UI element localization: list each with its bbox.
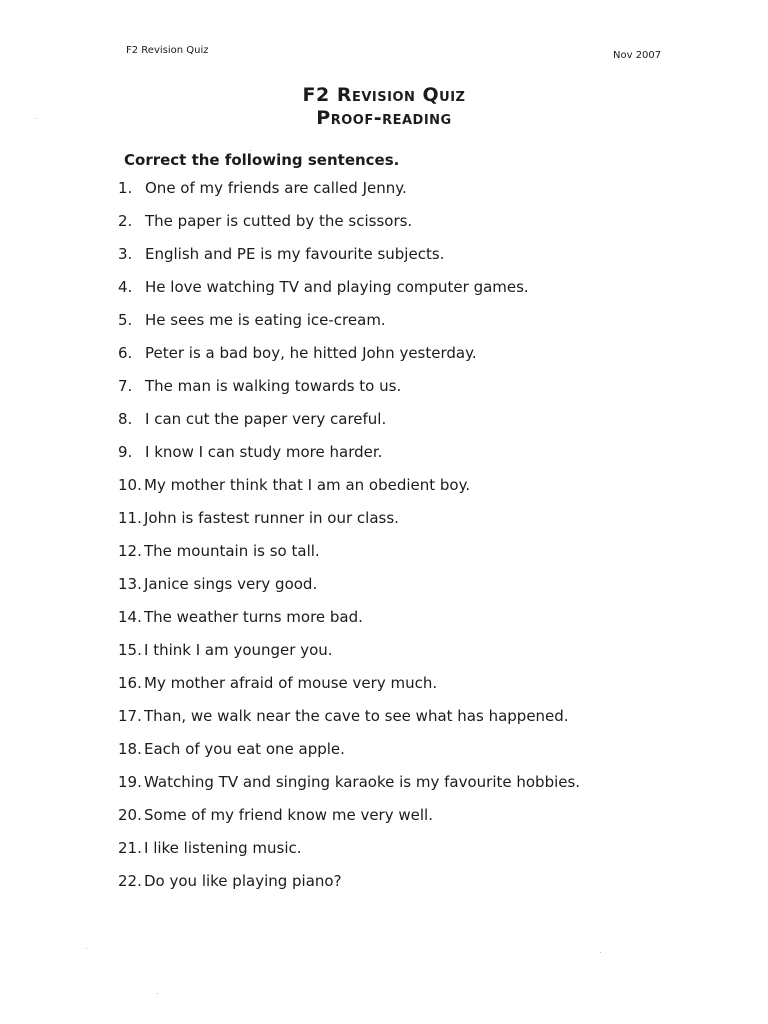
- sentence-number: 2.: [118, 212, 133, 230]
- sentence-text: I think I am younger you.: [144, 641, 333, 659]
- sentence-text: Each of you eat one apple.: [144, 740, 345, 758]
- sentence-text: My mother think that I am an obedient boy.: [144, 476, 471, 494]
- scan-speck: [157, 993, 158, 994]
- scan-speck: [600, 952, 601, 953]
- sentence-text: One of my friends are called Jenny.: [145, 179, 407, 197]
- sentence-item: [118, 308, 718, 341]
- sentence-number: 18.: [118, 740, 142, 758]
- sentence-item: [118, 737, 718, 770]
- sentence-number: 16.: [118, 674, 142, 692]
- sentence-item: [118, 506, 718, 539]
- sentence-text: I like listening music.: [144, 839, 302, 857]
- sentence-number: 14.: [118, 608, 142, 626]
- sentence-number: 6.: [118, 344, 133, 362]
- sentence-item: [118, 605, 718, 638]
- sentence-number: 3.: [118, 245, 133, 263]
- sentence-number: 17.: [118, 707, 142, 725]
- sentence-text: Janice sings very good.: [144, 575, 318, 593]
- sentence-number: 12.: [118, 542, 142, 560]
- sentence-text: John is fastest runner in our class.: [144, 509, 399, 527]
- sentence-number: 5.: [118, 311, 133, 329]
- header-date: Nov 2007: [613, 50, 662, 61]
- sentence-number: 21.: [118, 839, 142, 857]
- sentence-text: I know I can study more harder.: [145, 443, 383, 461]
- sentence-number: 11.: [118, 509, 142, 527]
- sentence-item: [118, 836, 718, 869]
- instructions: Correct the following sentences.: [124, 151, 400, 169]
- page-title: F2 Revision Quiz: [302, 84, 466, 106]
- sentence-number: 13.: [118, 575, 142, 593]
- sentence-item: [118, 176, 718, 209]
- sentence-text: The weather turns more bad.: [144, 608, 363, 626]
- scan-speck: [36, 118, 37, 119]
- sentence-text: The man is walking towards to us.: [145, 377, 402, 395]
- sentence-text: Watching TV and singing karaoke is my favourite hobbies.: [144, 773, 581, 791]
- sentence-text: The paper is cutted by the scissors.: [145, 212, 413, 230]
- sentence-text: Some of my friend know me very well.: [144, 806, 433, 824]
- sentence-item: [118, 539, 718, 572]
- sentence-item: [118, 407, 718, 440]
- sentence-text: My mother afraid of mouse very much.: [144, 674, 438, 692]
- sentence-number: 8.: [118, 410, 133, 428]
- sentence-text: English and PE is my favourite subjects.: [145, 245, 445, 263]
- sentence-item: [118, 473, 718, 506]
- sentence-text: Do you like playing piano?: [144, 872, 342, 890]
- sentence-number: 15.: [118, 641, 142, 659]
- sentence-text: He love watching TV and playing computer games.: [145, 278, 529, 296]
- scan-speck: [86, 948, 87, 949]
- header-quiz-name: F2 Revision Quiz: [126, 45, 209, 56]
- sentence-number: 10.: [118, 476, 142, 494]
- sentence-text: He sees me is eating ice-cream.: [145, 311, 386, 329]
- sentence-item: [118, 572, 718, 605]
- sentence-item: [118, 671, 718, 704]
- scan-speck: [250, 150, 251, 151]
- sentence-number: 4.: [118, 278, 133, 296]
- sentence-item: [118, 770, 718, 803]
- sentence-number: 9.: [118, 443, 133, 461]
- sentence-number: 19.: [118, 773, 142, 791]
- sentence-item: [118, 440, 718, 473]
- sentence-item: [118, 803, 718, 836]
- sentence-item: [118, 242, 718, 275]
- sentence-text: The mountain is so tall.: [144, 542, 320, 560]
- sentence-item: [118, 638, 718, 671]
- sentence-item: [118, 374, 718, 407]
- sentence-item: [118, 209, 718, 242]
- sentence-number: 1.: [118, 179, 133, 197]
- sentence-item: [118, 341, 718, 374]
- sentence-number: 20.: [118, 806, 142, 824]
- sentence-item: [118, 869, 718, 902]
- sentence-number: 22.: [118, 872, 142, 890]
- sentence-item: [118, 275, 718, 308]
- sentence-item: [118, 704, 718, 737]
- sentence-text: I can cut the paper very careful.: [145, 410, 387, 428]
- sentence-text: Than, we walk near the cave to see what has happened.: [144, 707, 569, 725]
- sentence-text: Peter is a bad boy, he hitted John yesterday.: [145, 344, 477, 362]
- sentence-list: [118, 176, 718, 902]
- sentence-number: 7.: [118, 377, 133, 395]
- page-subtitle: Proof-reading: [316, 107, 452, 129]
